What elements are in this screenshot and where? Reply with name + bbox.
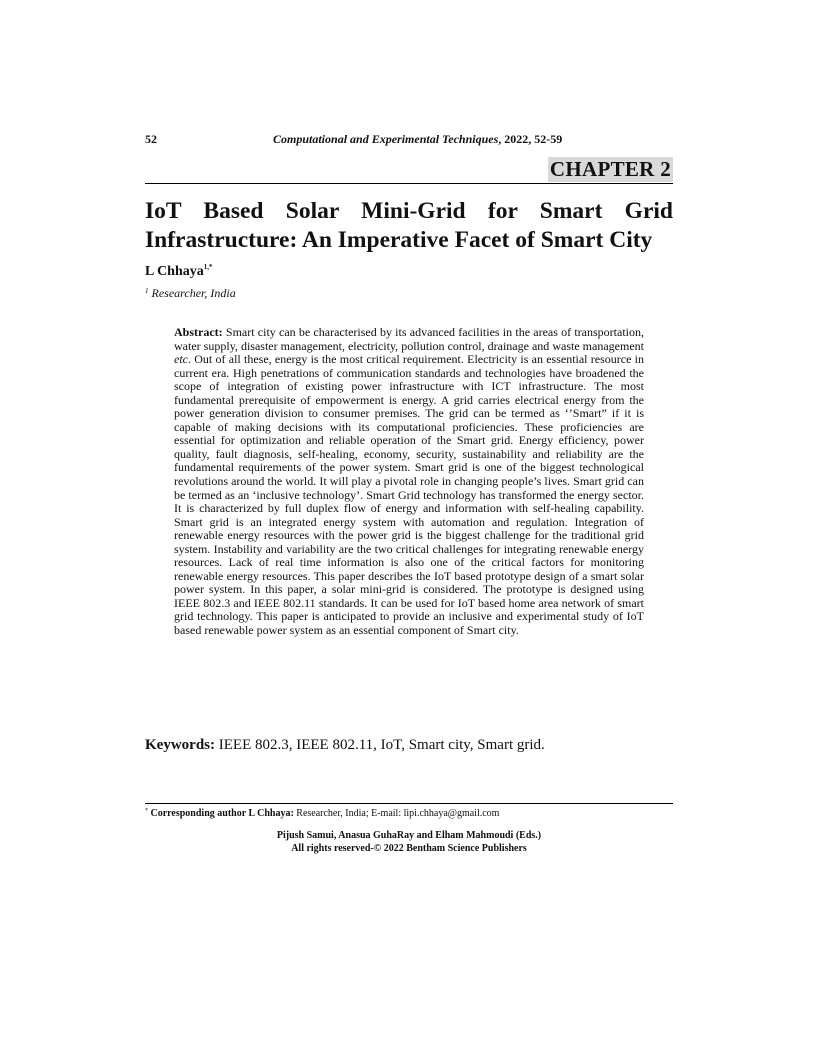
- footnote-text: Researcher, India; E-mail: lipi.chhaya@gmail.com: [293, 808, 500, 819]
- abstract-text-part-2: . Out of all these, energy is the most critical requirement. Electricity is an essential resource in current era. High penetrations of communication standards and technologies have broadened the scope of integration of existing power infrastructure with ICT infrastructure. The most fundamental prerequisite of empowerment is energy. A grid carries electrical energy from the power generation division to consumer premises. The grid can be termed as ‘’Smart” if it is capable of making decisions with its computational proficiencies. These proficiencies are essential for optimization and reliable operation of the Smart grid. Energy efficiency, power quality, fault diagnosis, self-healing, economy, security, sustainability and reliability are the fundamental requirements of the power system. Smart grid is one of the biggest technological revolutions around the world. It will play a pivotal role in changing people’s lives. Smart grid can be termed as an ‘inclusive technology’. Smart Grid technology has transformed the energy sector. It is characterized by full duplex flow of energy and information with self-healing capability. Smart grid is an integrated energy system with automation and regulation. Integration of renewable energy resources with the power grid is the biggest challenge for the traditional grid system. Instability and variability are the two critical challenges for integrating renewable energy resources. Lack of real time information is also one of the critical factors for monitoring renewable energy resources. This paper describes the IoT based prototype design of a smart solar power system. In this paper, a solar mini-grid is considered. The prototype is designed using IEEE 802.3 and IEEE 802.11 standards. It can be used for IoT based home area network of smart grid technology. This paper is anticipated to provide an inclusive and experimental study of IoT based renewable power system as an essential component of Smart city.: [174, 352, 644, 638]
- affiliation-text: Researcher, India: [151, 286, 236, 300]
- editors-line: Pijush Samui, Anasua GuhaRay and Elham Mahmoudi (Eds.): [276, 830, 542, 841]
- footnote: [145, 808, 673, 819]
- title-line-2: Infrastructure: An Imperative Facet of Smart City: [145, 227, 653, 253]
- abstract-etc: etc: [174, 352, 188, 367]
- affiliation-marker: 1: [145, 287, 149, 295]
- footnote-label: Corresponding author L Chhaya:: [150, 808, 294, 819]
- abstract: [174, 326, 644, 638]
- chapter-label: CHAPTER 2: [549, 157, 671, 181]
- chapter-bar: [145, 157, 673, 184]
- journal-name: Computational and Experimental Techniques: [273, 132, 499, 146]
- article-title: [145, 197, 673, 255]
- author: [145, 263, 213, 280]
- keywords-label: Keywords:: [145, 737, 215, 753]
- journal-year-pages: , 2022, 52-59: [498, 132, 563, 146]
- author-name: L Chhaya: [145, 264, 204, 279]
- footnote-divider: [145, 803, 673, 804]
- footnote-marker: *: [145, 808, 148, 814]
- rights-line: All rights reserved-© 2022 Bentham Science Publishers: [291, 842, 527, 854]
- abstract-label: Abstract:: [174, 325, 223, 339]
- publisher-credit: [145, 830, 673, 855]
- page-number: 52: [145, 132, 157, 146]
- author-superscript: 1,*: [203, 263, 213, 271]
- journal-citation: [273, 132, 562, 147]
- keywords: [145, 737, 673, 754]
- keywords-text: IEEE 802.3, IEEE 802.11, IoT, Smart city, Smart grid.: [215, 737, 545, 753]
- affiliation: [145, 286, 236, 301]
- title-line-1: IoT Based Solar Mini-Grid for Smart Grid: [145, 198, 673, 224]
- abstract-text-part-1: Smart city can be characterised by its advanced facilities in the areas of transportation, water supply, disaster management, electricity, pollution control, drainage and waste management: [174, 325, 645, 353]
